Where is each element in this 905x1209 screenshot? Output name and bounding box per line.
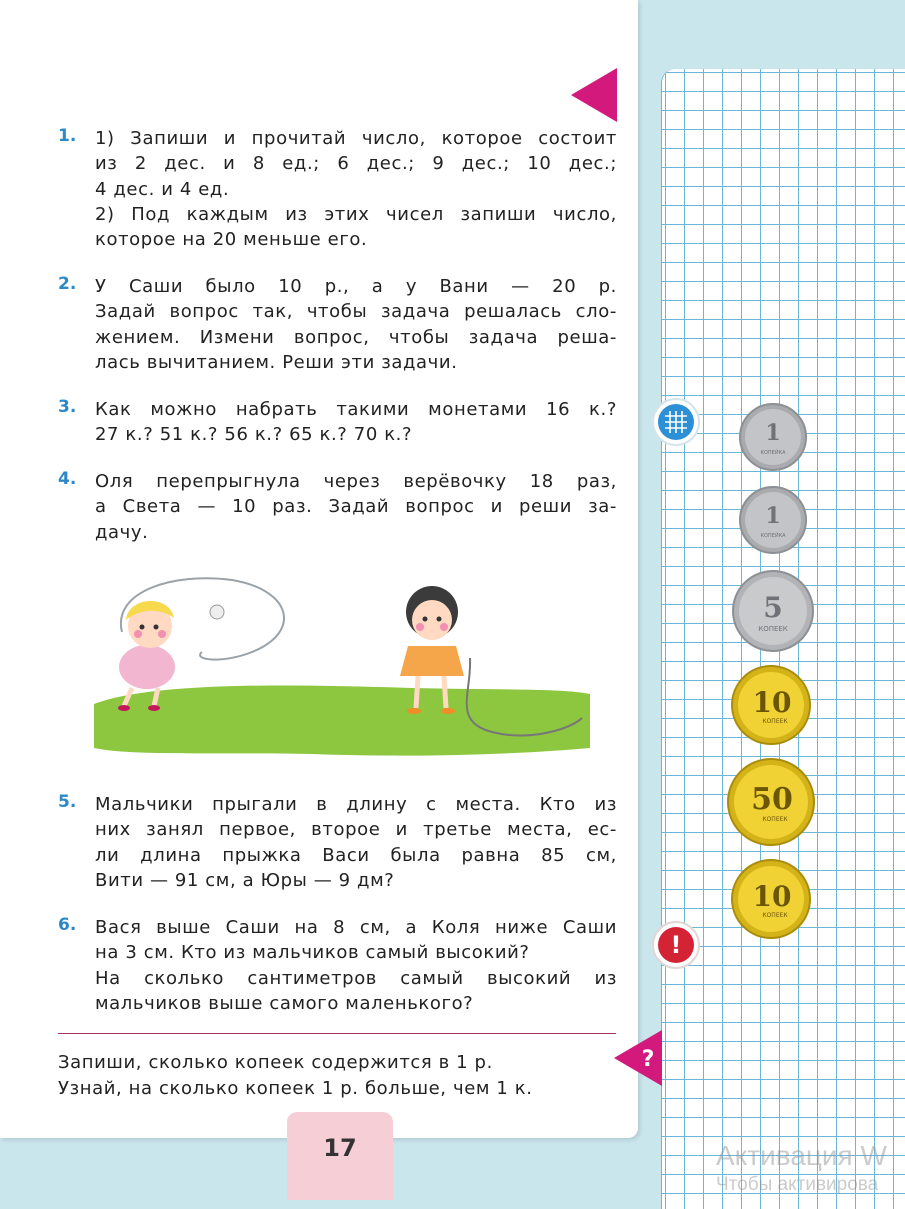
coin-sub: КОПЕЕК [762,816,788,823]
jump-rope-illustration [92,572,592,758]
question-mark: ? [641,1047,655,1072]
task-3-text [95,397,617,448]
coin-5-kopecks-icon [731,569,815,653]
task-line: них занял первое, второе и третье места, ес- [95,819,617,841]
coin-sub: КОПЕЕК [758,625,788,633]
page-number-tab [287,1112,393,1200]
task-line: Вити — 91 см, а Юры — 9 дм? [95,869,395,891]
task-line: Мальчики прыгали в длину с места. Кто из [95,794,617,815]
task-number: 4. [58,469,77,489]
coin-sub: КОПЕЙКА [760,450,786,456]
task-number: 6. [58,915,77,935]
task-line: 1) Запиши и прочитай число, которое состоит [95,128,617,149]
task-line: Оля перепрыгнула через верёвочку 18 раз, [95,471,617,492]
task-line: а Света — 10 раз. Задай вопрос и реши за- [95,496,617,518]
coin-sub: КОПЕЕК [762,718,788,725]
coin-10-kopecks-icon [730,664,812,746]
coin-50-kopecks-icon [726,757,816,847]
coin-value: 50 [751,782,793,817]
task-line: жением. Измени вопрос, чтобы задача реша- [95,326,617,348]
coin-1-kopeck-icon [738,485,808,555]
task-line: из 2 дес. и 8 ед.; 6 дес.; 9 дес.; 10 дес.; [95,153,617,175]
task-number: 3. [58,397,77,417]
task-line: 4 дес. и 4 ед. [95,178,230,200]
question-flag-icon [614,1030,664,1086]
coin-sub: КОПЕЙКА [760,533,786,539]
task-line: лась вычитанием. Реши эти задачи. [95,351,458,373]
task-line: 27 к.? 51 к.? 56 к.? 65 к.? 70 к.? [95,424,413,446]
task-line: на 3 см. Кто из мальчиков самый высокий? [95,942,530,964]
bottom-note [58,1050,618,1102]
task-1-text [95,126,617,252]
activation-watermark [716,1140,887,1196]
task-line: На сколько сантиметров самый высокий из [95,967,617,989]
watermark-line-1: Активация W [716,1140,887,1171]
coin-value: 1 [765,503,781,529]
task-line: 2) Под каждым из этих чисел запиши число, [95,203,617,225]
coin-sub: КОПЕЕК [762,912,788,919]
task-line: мальчиков выше самого маленького? [95,992,474,1014]
bookmark-triangle-icon [571,68,619,122]
task-line: ли длина прыжка Васи была равна 85 см, [95,844,617,866]
task-2-text [95,274,617,375]
task-line: которое на 20 меньше его. [95,229,368,251]
grid-icon [651,397,701,447]
task-line: Как можно набрать такими монетами 16 к.? [95,399,617,420]
page-number: 17 [323,1134,357,1162]
coin-value: 1 [765,420,781,446]
task-line: Задай вопрос так, чтобы задача решалась сло- [95,301,617,323]
coin-value: 10 [752,880,792,913]
task-number: 1. [58,126,77,146]
note-line: Запиши, сколько копеек содержится в 1 р. [58,1052,493,1073]
task-5-text [95,792,617,893]
exclamation-mark: ! [670,931,682,959]
coin-10-kopecks-icon [730,858,812,940]
watermark-line-2: Чтобы активирова [716,1174,879,1195]
task-line: У Саши было 10 р., а у Вани — 20 р. [95,276,617,297]
note-line: Узнай, на сколько копеек 1 р. больше, чем 1 к. [58,1078,533,1099]
task-line: дачу. [95,521,149,543]
task-4-text [95,469,617,545]
task-6-text [95,915,617,1016]
coin-value: 5 [763,591,783,624]
coin-value: 10 [752,686,792,719]
section-divider [58,1033,616,1034]
task-number: 2. [58,274,77,294]
exclamation-icon [651,920,701,970]
coin-1-kopeck-icon [738,402,808,472]
task-line: Вася выше Саши на 8 см, а Коля ниже Саши [95,917,617,938]
task-number: 5. [58,792,77,812]
